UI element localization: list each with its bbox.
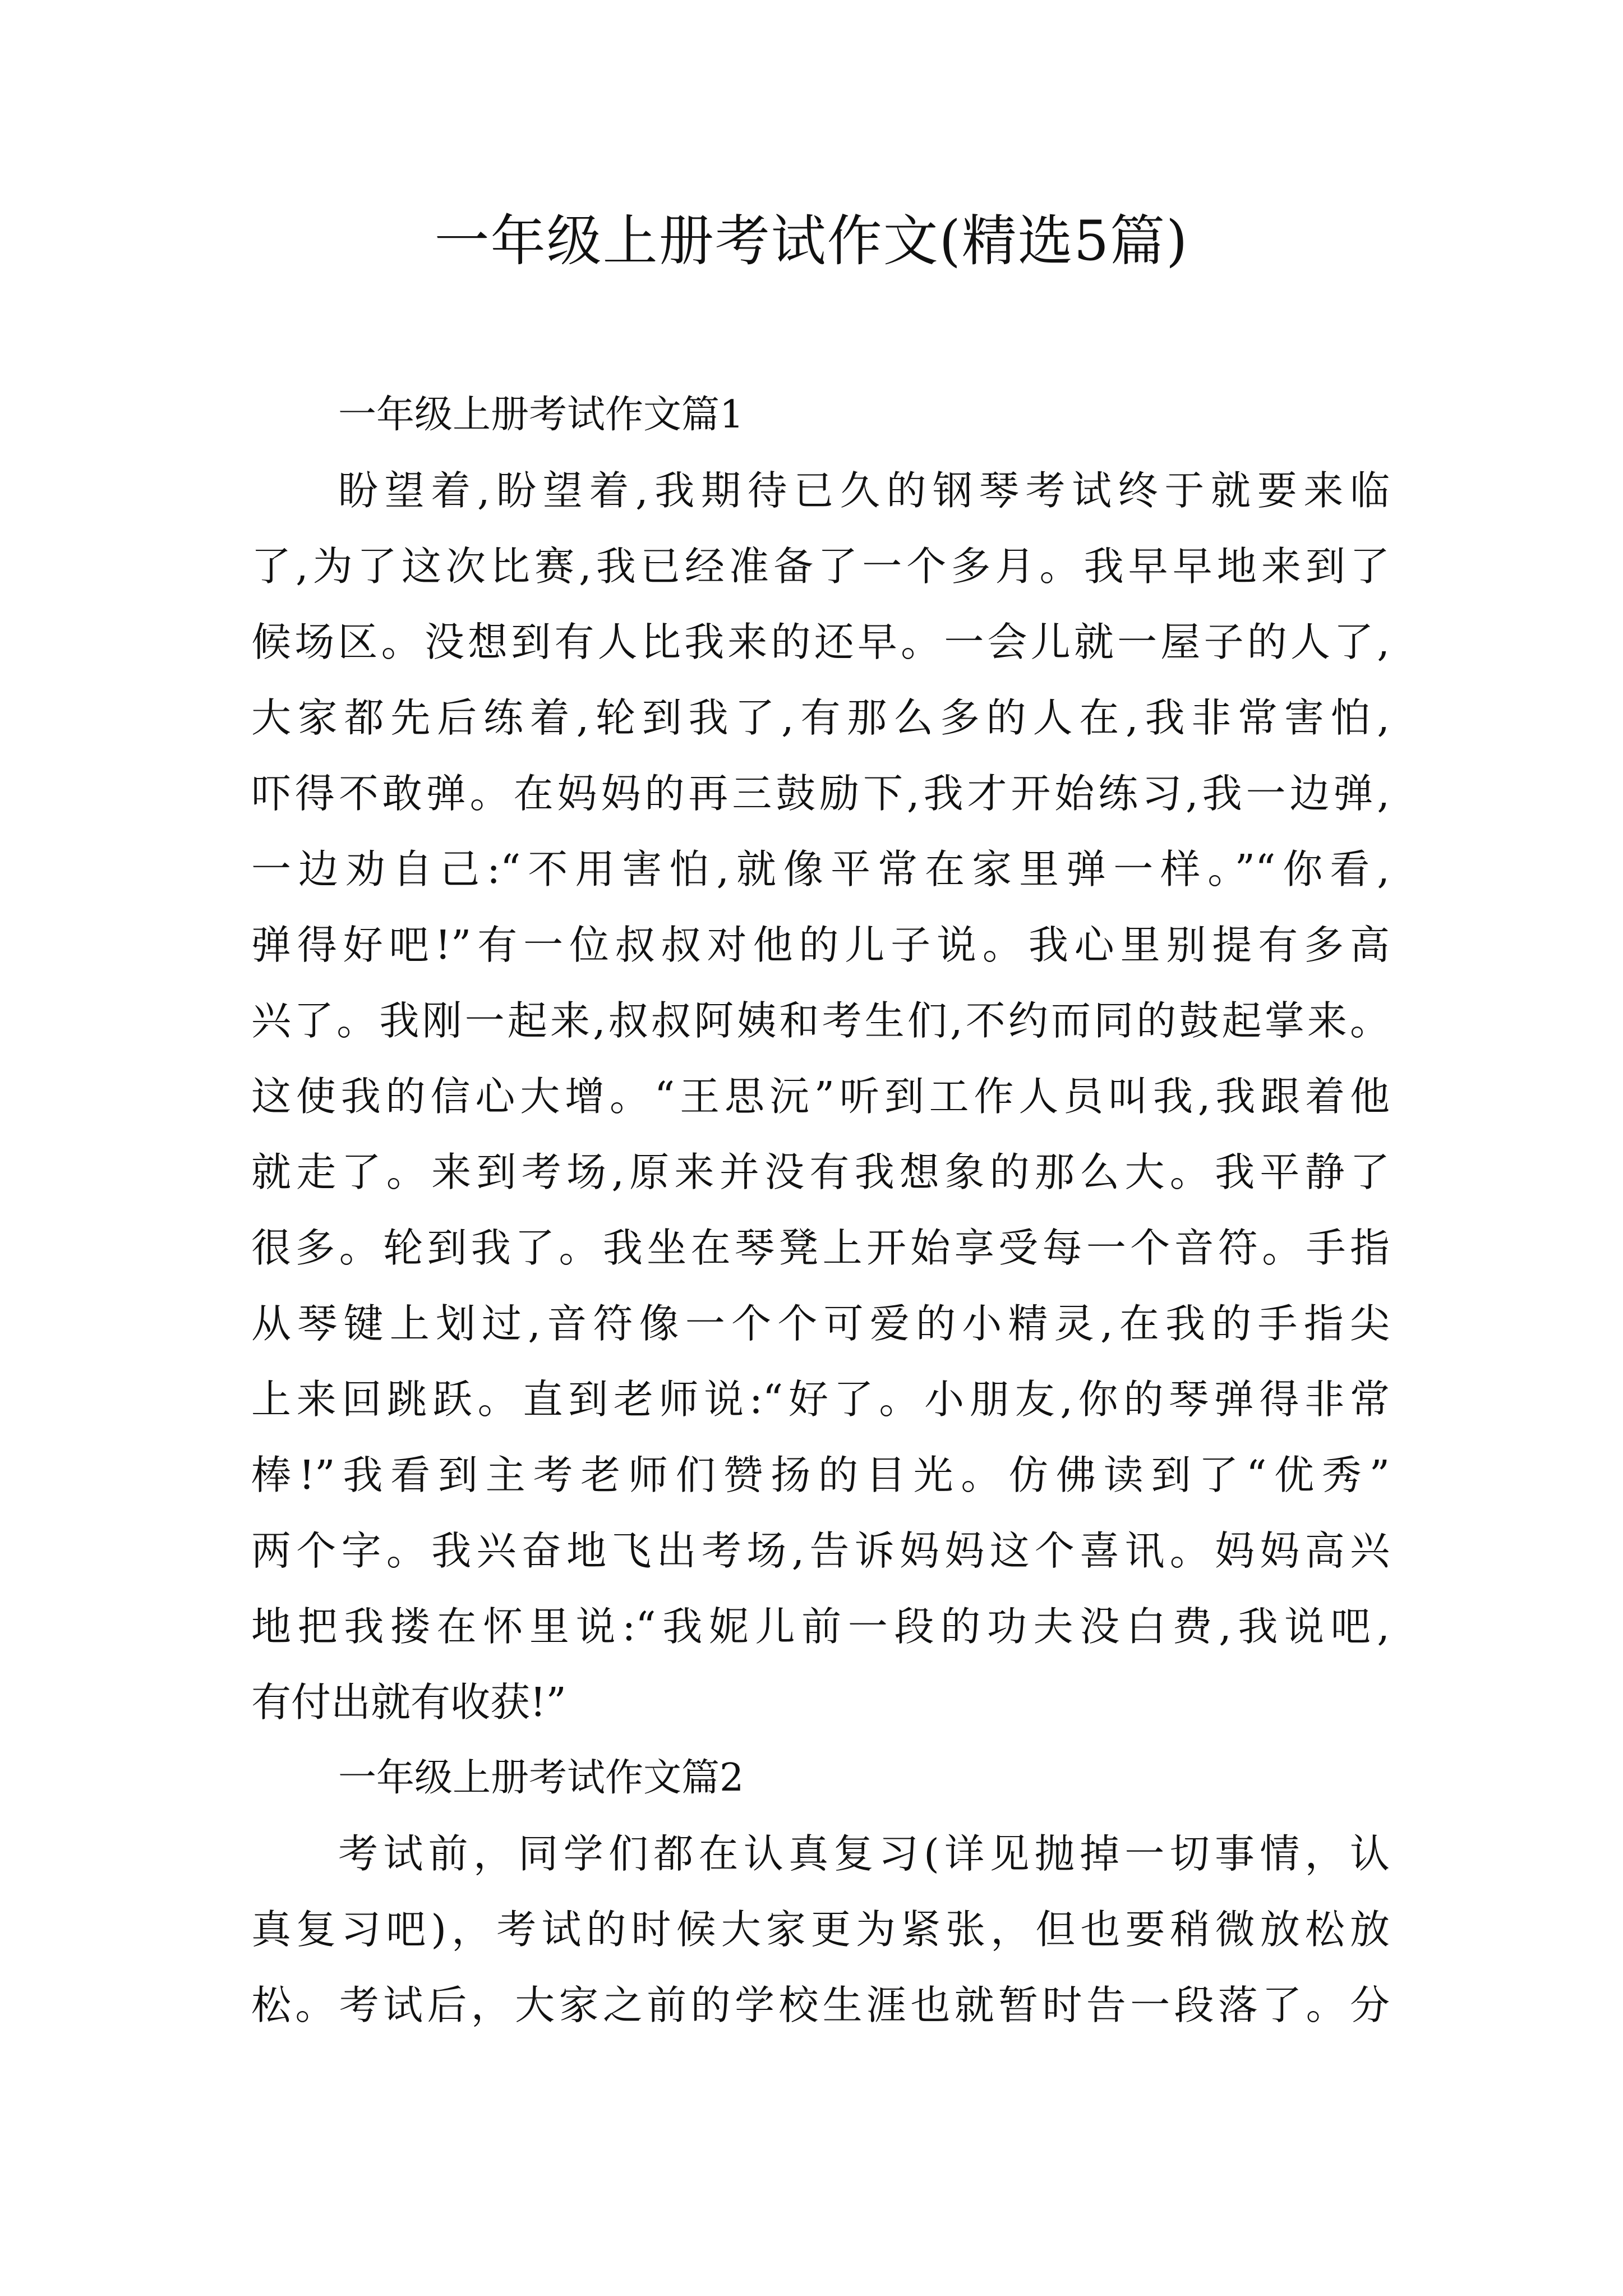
paragraph-line: 兴了。我刚一起来,叔叔阿姨和考生们,不约而同的鼓起掌来。	[251, 997, 1390, 1044]
paragraph-line: 棒!”我看到主考老师们赞扬的目光。仿佛读到了“优秀”	[251, 1452, 1390, 1498]
paragraph-line: 有付出就有收获!”	[251, 1679, 566, 1726]
document-body	[251, 377, 1390, 2043]
paragraph-line: 地把我搂在怀里说:“我妮儿前一段的功夫没白费,我说吧,	[251, 1603, 1390, 1650]
paragraph-line: 了,为了这次比赛,我已经准备了一个多月。我早早地来到了	[251, 543, 1390, 590]
essay-section-1	[251, 377, 1390, 1740]
paragraph-line: 大家都先后练着,轮到我了,有那么多的人在,我非常害怕,	[251, 694, 1390, 741]
paragraph-line: 盼望着,盼望着,我期待已久的钢琴考试终于就要来临	[338, 467, 1390, 514]
paragraph	[251, 453, 1390, 1740]
document-title: 一年级上册考试作文(精选5篇)	[434, 209, 1189, 273]
paragraph	[251, 1816, 1390, 2043]
section-heading: 一年级上册考试作文篇2	[338, 1756, 744, 1800]
paragraph-line: 就走了。来到考场,原来并没有我想象的那么大。我平静了	[251, 1149, 1390, 1195]
paragraph-line: 这使我的信心大增。“王思沅”听到工作人员叫我,我跟着他	[251, 1073, 1390, 1120]
paragraph-line: 两个字。我兴奋地飞出考场,告诉妈妈这个喜讯。妈妈高兴	[251, 1527, 1390, 1574]
paragraph-line: 松。考试后，大家之前的学校生涯也就暂时告一段落了。分	[251, 1982, 1390, 2028]
essay-section-2	[251, 1740, 1390, 2043]
paragraph-line: 候场区。没想到有人比我来的还早。一会儿就一屋子的人了,	[251, 619, 1390, 665]
section-heading: 一年级上册考试作文篇1	[338, 393, 744, 437]
paragraph-line: 真复习吧)，考试的时候大家更为紧张，但也要稍微放松放	[251, 1906, 1390, 1953]
paragraph-line: 一边劝自己:“不用害怕,就像平常在家里弹一样。”“你看,	[251, 846, 1390, 892]
paragraph-line: 吓得不敢弹。在妈妈的再三鼓励下,我才开始练习,我一边弹,	[251, 770, 1390, 817]
paragraph-line: 从琴键上划过,音符像一个个可爱的小精灵,在我的手指尖	[251, 1300, 1390, 1347]
paragraph-line: 弹得好吧!”有一位叔叔对他的儿子说。我心里别提有多高	[251, 922, 1390, 968]
paragraph-line: 考试前，同学们都在认真复习(详见抛掉一切事情，认	[338, 1830, 1390, 1877]
paragraph-line: 上来回跳跃。直到老师说:“好了。小朋友,你的琴弹得非常	[251, 1376, 1390, 1423]
paragraph-line: 很多。轮到我了。我坐在琴凳上开始享受每一个音符。手指	[251, 1225, 1390, 1271]
